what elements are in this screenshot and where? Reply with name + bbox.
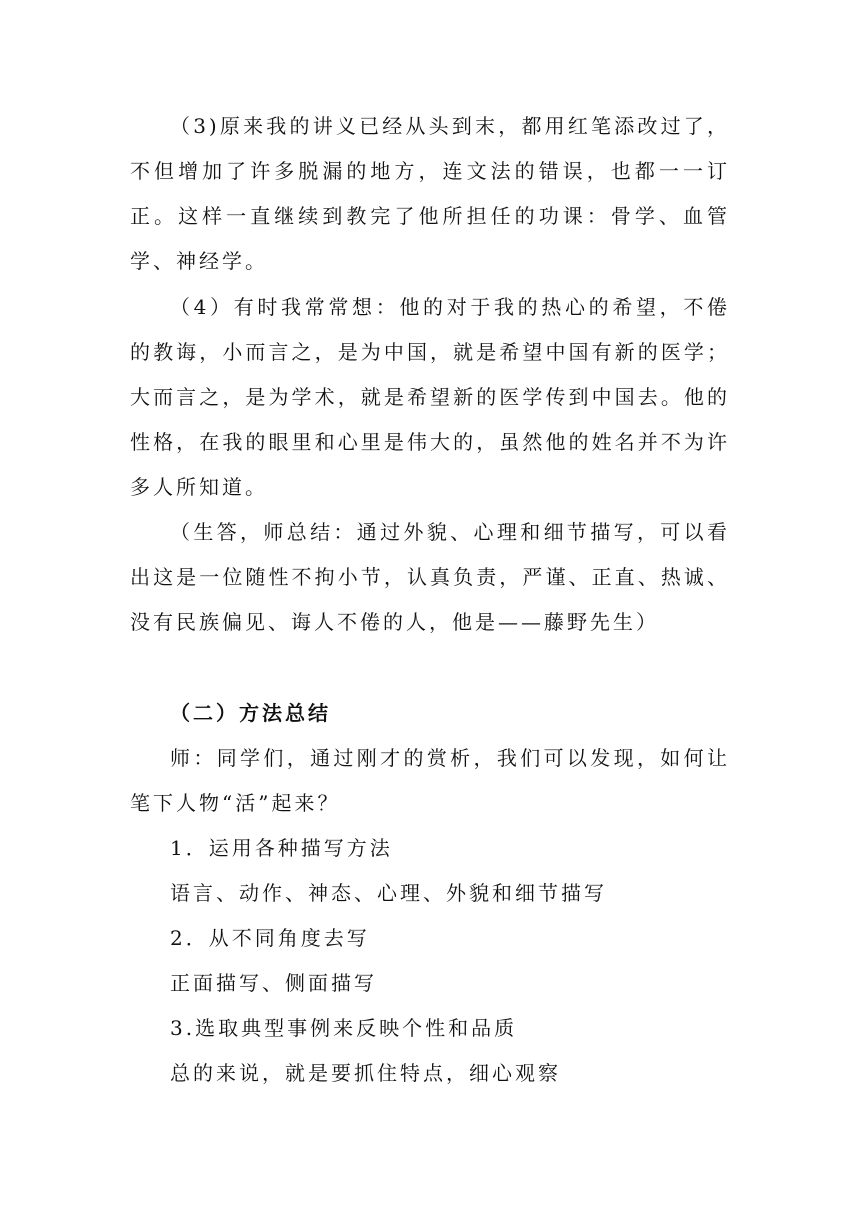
section-heading: （二）方法总结 — [170, 701, 331, 725]
method-item-2-detail: 正面描写、侧面描写 — [170, 971, 377, 995]
method-item-2-label: 2．从不同角度去写 — [170, 926, 370, 950]
method-item-3-label: 3.选取典型事例来反映个性和品质 — [170, 1016, 518, 1040]
paragraph-4: （4）有时我常常想：他的对于我的热心的希望，不倦的教诲，小而言之，是为中国，就是希望中国有新的医学；大而言之，是为学术，就是希望新的医学传到中国去。他的性格，在我的眼里和心里是伟大的，虽然他的姓名并不为许多人所知道。 — [130, 295, 730, 499]
teacher-intro: 师：同学们，通过刚才的赏析，我们可以发现，如何让笔下人物“活”起来？ — [130, 746, 730, 815]
student-answer-summary: （生答，师总结：通过外貌、心理和细节描写，可以看出这是一位随性不拘小节，认真负责，严谨、正直、热诚、没有民族偏见、诲人不倦的人，他是——藤野先生） — [130, 520, 730, 634]
method-item-1-detail: 语言、动作、神态、心理、外貌和细节描写 — [170, 881, 607, 905]
method-item-1-label: 1．运用各种描写方法 — [170, 836, 393, 860]
paragraph-3: （3)原来我的讲义已经从头到末，都用红笔添改过了，不但增加了许多脱漏的地方，连文法的错误，也都一一订正。这样一直继续到教完了他所担任的功课：骨学、血管学、神经学。 — [130, 114, 730, 273]
method-item-3-detail: 总的来说，就是要抓住特点，细心观察 — [170, 1061, 561, 1085]
